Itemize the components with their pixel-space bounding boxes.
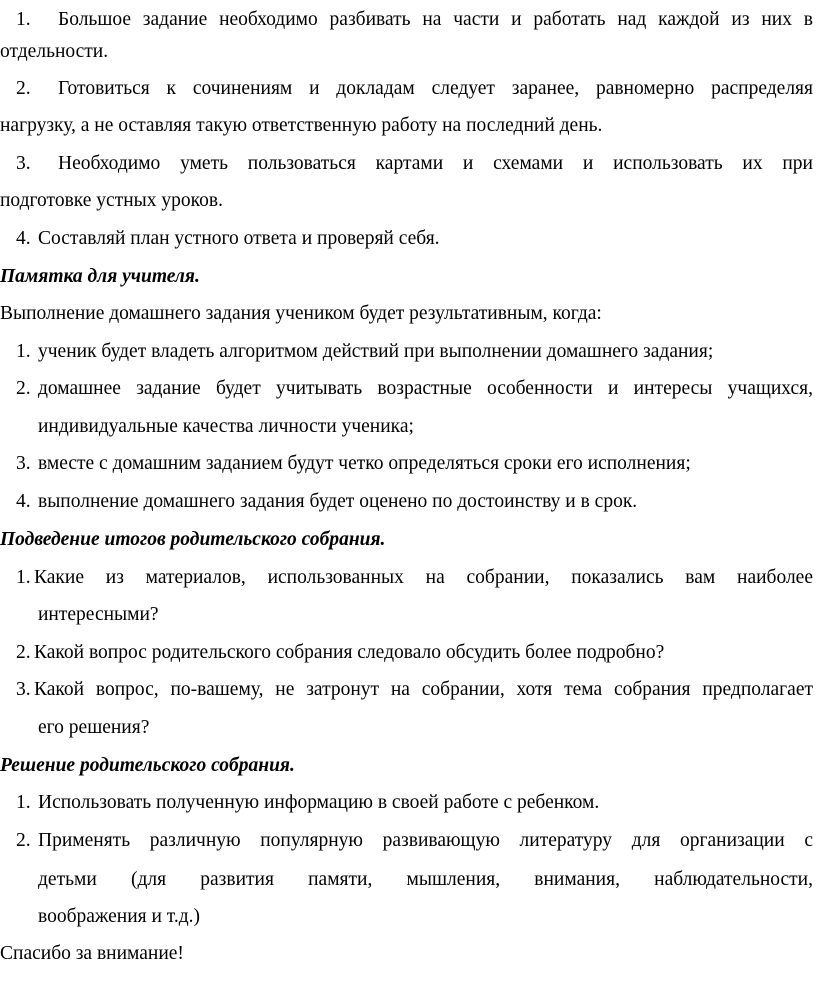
list-item-text: интересными? bbox=[38, 604, 159, 625]
list-number: 3. bbox=[16, 153, 31, 174]
list-number: 1. bbox=[16, 567, 31, 588]
list-item-text: индивидуальные качества личности ученика; bbox=[38, 416, 414, 437]
list-item-text: Готовиться к сочинениям и докладам следует заранее, равномерно распределяя bbox=[58, 78, 813, 99]
list-item-text: вместе с домашним заданием будут четко определяться сроки его исполнения; bbox=[38, 453, 691, 474]
list-item-text: нагрузку, а не оставляя такую ответственную работу на последний день. bbox=[0, 115, 603, 136]
list-item-text: подготовке устных уроков. bbox=[0, 190, 223, 211]
list-item-text: Составляй план устного ответа и проверяй себя. bbox=[38, 228, 440, 249]
list-item-text: отдельности. bbox=[0, 41, 109, 62]
list-item-text: Применять различную популярную развивающую литературу для организации с bbox=[38, 830, 813, 851]
section-heading-decision: Решение родительского собрания. bbox=[0, 755, 295, 776]
list-item-text: домашнее задание будет учитывать возрастные особенности и интересы учащихся, bbox=[38, 378, 813, 399]
list-item-text: его решения? bbox=[38, 717, 150, 738]
list-number: 2. bbox=[16, 642, 31, 663]
list-number: 4. bbox=[16, 491, 31, 512]
section-intro: Выполнение домашнего задания учеником будет результативным, когда: bbox=[0, 303, 602, 324]
list-item-text: Какой вопрос, по-вашему, не затронут на собрании, хотя тема собрания предполагает bbox=[34, 679, 813, 700]
list-number: 2. bbox=[16, 830, 31, 851]
list-number: 1. bbox=[16, 341, 31, 362]
list-number: 1. bbox=[16, 9, 31, 30]
list-item-text: Какие из материалов, использованных на собрании, показались вам наиболее bbox=[34, 567, 813, 588]
list-number: 2. bbox=[16, 378, 31, 399]
list-item-text: детьми (для развития памяти, мышления, внимания, наблюдательности, bbox=[38, 869, 813, 890]
list-number: 3. bbox=[16, 679, 31, 700]
list-number: 1. bbox=[16, 792, 31, 813]
closing-text: Спасибо за внимание! bbox=[0, 943, 184, 964]
list-item-text: Необходимо уметь пользоваться картами и схемами и использовать их при bbox=[58, 153, 813, 174]
list-item-text: выполнение домашнего задания будет оценено по достоинству и в срок. bbox=[38, 491, 638, 512]
section-heading-teacher-memo: Памятка для учителя. bbox=[0, 266, 200, 287]
list-item-text: Большое задание необходимо разбивать на части и работать над каждой из них в bbox=[58, 9, 813, 30]
list-item-text: воображения и т.д.) bbox=[38, 906, 201, 927]
list-item-text: Использовать полученную информацию в своей работе с ребенком. bbox=[38, 792, 600, 813]
list-item-text: Какой вопрос родительского собрания следовало обсудить более подробно? bbox=[34, 642, 665, 663]
section-heading-summary: Подведение итогов родительского собрания. bbox=[0, 529, 386, 550]
list-number: 3. bbox=[16, 453, 31, 474]
list-number: 2. bbox=[16, 78, 31, 99]
list-number: 4. bbox=[16, 228, 31, 249]
list-item-text: ученик будет владеть алгоритмом действий при выполнении домашнего задания; bbox=[38, 341, 714, 362]
